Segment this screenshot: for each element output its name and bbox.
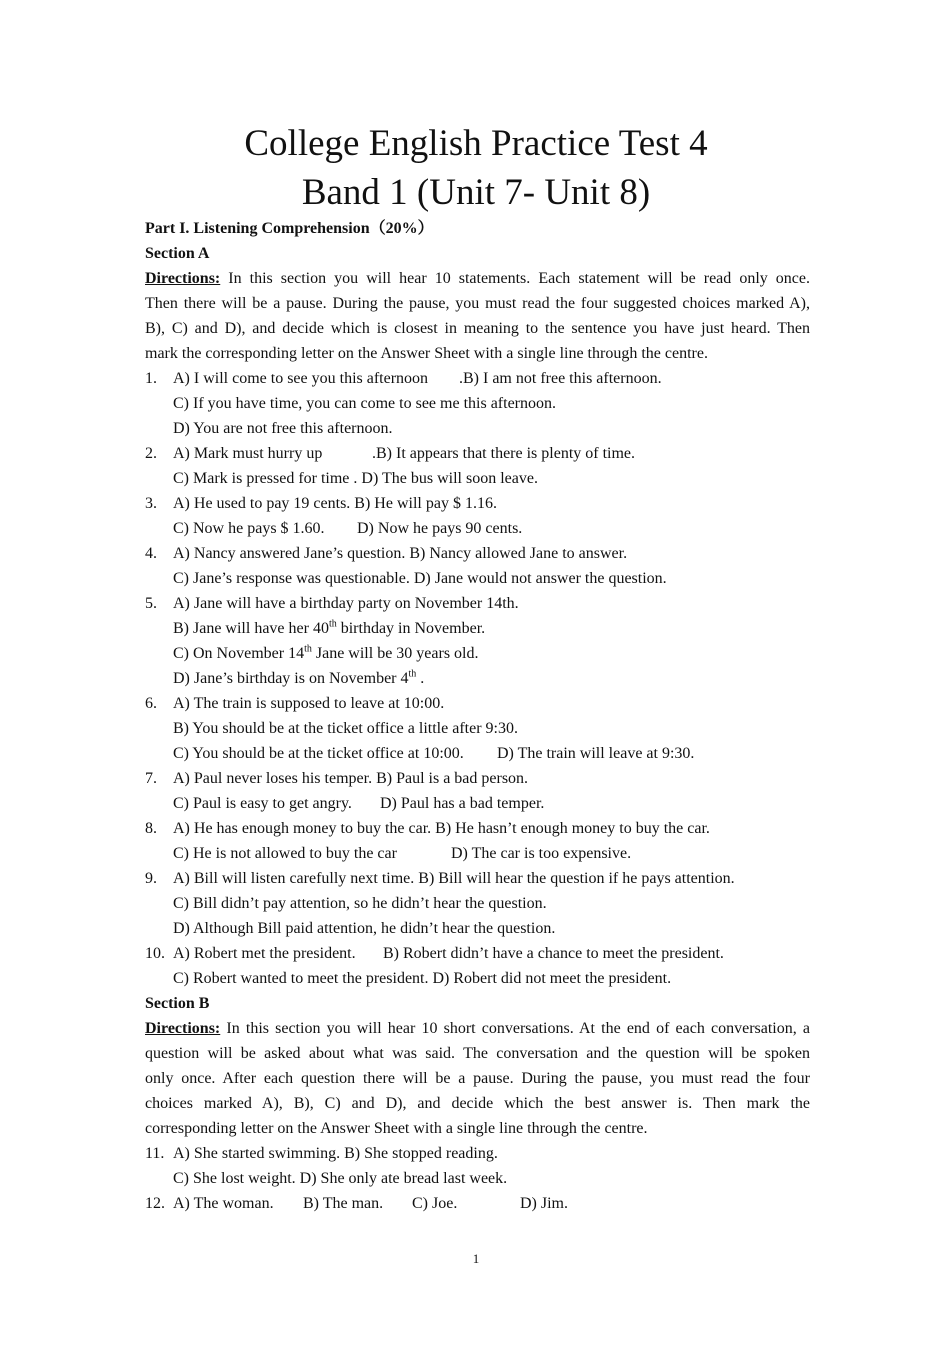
q5-option-a: A) Jane will have a birthday party on November 14th.	[173, 595, 519, 612]
text: D) Jane’s birthday is on November 4	[173, 670, 409, 687]
text: birthday in November.	[336, 620, 486, 637]
q11-option-cd: C) She lost weight. D) She only ate bread last week.	[173, 1170, 508, 1187]
q12-option-b: B) The man.	[303, 1195, 384, 1212]
q5-option-b	[173, 617, 485, 641]
q3-option-d: D) Now he pays 90 cents.	[357, 520, 523, 537]
section-b-heading: Section B	[145, 995, 210, 1012]
section-b-directions-line-5: corresponding letter on the Answer Sheet with a single line through the centre.	[145, 1120, 648, 1137]
section-a-directions-line-3: B), C) and D), and decide which is closest in meaning to the sentence you have just heard. Then	[145, 320, 810, 337]
text: .	[416, 670, 425, 687]
question-number: 8.	[145, 820, 157, 837]
directions-label: Directions:	[145, 270, 221, 287]
part1-heading: Part I. Listening Comprehension（20%）	[145, 220, 434, 237]
directions-label: Directions:	[145, 1020, 221, 1037]
section-a-directions-line-2: Then there will be a pause. During the pause, you must read the four suggested choices marked A),	[145, 295, 810, 312]
question-number: 2.	[145, 445, 157, 462]
question-number: 9.	[145, 870, 157, 887]
section-a-heading: Section A	[145, 245, 210, 262]
q2-option-cd: C) Mark is pressed for time . D) The bus will soon leave.	[173, 470, 538, 487]
q1-option-d: D) You are not free this afternoon.	[173, 420, 393, 437]
directions-text: In this section you will hear 10 short conversations. At the end of each conversation, a	[220, 1020, 810, 1037]
section-a-directions-line-4: mark the corresponding letter on the Answer Sheet with a single line through the centre.	[145, 345, 708, 362]
q2-option-a: A) Mark must hurry up	[173, 445, 323, 462]
superscript: th	[408, 668, 417, 680]
q2-option-b: .B) It appears that there is plenty of time.	[372, 445, 636, 462]
section-a-directions-line-1	[145, 267, 810, 291]
section-b-directions-line-1	[145, 1017, 810, 1041]
q7-option-d: D) Paul has a bad temper.	[380, 795, 545, 812]
page-number: 1	[472, 1251, 480, 1266]
title-line-1: College English Practice Test 4	[244, 123, 708, 164]
q6-option-c: C) You should be at the ticket office at 10:00.	[173, 745, 464, 762]
question-number: 1.	[145, 370, 157, 387]
q9-option-ab: A) Bill will listen carefully next time. B) Bill will hear the question if he pays attention.	[173, 870, 735, 887]
q3-option-c: C) Now he pays $ 1.60.	[173, 520, 325, 537]
q10-option-b: B) Robert didn’t have a chance to meet the president.	[383, 945, 724, 962]
q1-option-a: A) I will come to see you this afternoon	[173, 370, 429, 387]
q8-option-d: D) The car is too expensive.	[451, 845, 632, 862]
superscript: th	[328, 618, 337, 630]
q5-option-c	[173, 642, 479, 666]
question-number: 6.	[145, 695, 157, 712]
q1-option-c: C) If you have time, you can come to see me this afternoon.	[173, 395, 556, 412]
text: C) On November 14	[173, 645, 305, 662]
question-number: 10.	[145, 945, 165, 962]
q11-option-ab: A) She started swimming. B) She stopped reading.	[173, 1145, 498, 1162]
directions-text: In this section you will hear 10 statements. Each statement will be read only once.	[220, 270, 810, 287]
q9-option-d: D) Although Bill paid attention, he didn’t hear the question.	[173, 920, 556, 937]
text: B) Jane will have her 40	[173, 620, 329, 637]
section-b-directions-line-3: only once. After each question there will be a pause. During the pause, you must read the four	[145, 1070, 810, 1087]
q6-option-b: B) You should be at the ticket office a little after 9:30.	[173, 720, 518, 737]
question-number: 5.	[145, 595, 157, 612]
q12-option-a: A) The woman.	[173, 1195, 274, 1212]
question-number: 11.	[145, 1145, 165, 1162]
question-number: 7.	[145, 770, 157, 787]
q7-option-ab: A) Paul never loses his temper. B) Paul is a bad person.	[173, 770, 529, 787]
q9-option-c: C) Bill didn’t pay attention, so he didn’t hear the question.	[173, 895, 547, 912]
title-line-2: Band 1 (Unit 7- Unit 8)	[301, 172, 651, 213]
q5-option-d	[173, 667, 424, 691]
superscript: th	[304, 643, 312, 655]
q1-option-b: .B) I am not free this afternoon.	[459, 370, 662, 387]
q4-option-ab: A) Nancy answered Jane’s question. B) Nancy allowed Jane to answer.	[173, 545, 628, 562]
q10-option-a: A) Robert met the president.	[173, 945, 356, 962]
question-number: 4.	[145, 545, 157, 562]
q6-option-a: A) The train is supposed to leave at 10:00.	[173, 695, 445, 712]
text: Jane will be 30 years old.	[311, 645, 479, 662]
q4-option-cd: C) Jane’s response was questionable. D) Jane would not answer the question.	[173, 570, 667, 587]
section-b-directions-line-2: question will be asked about what was said. The conversation and the question will be spoken	[145, 1045, 810, 1062]
q12-option-d: D) Jim.	[520, 1195, 568, 1212]
section-b-directions-line-4: choices marked A), B), C) and D), and decide which the best answer is. Then mark the	[145, 1095, 810, 1112]
q6-option-d: D) The train will leave at 9:30.	[497, 745, 695, 762]
question-number: 3.	[145, 495, 157, 512]
q12-option-c: C) Joe.	[412, 1195, 458, 1212]
q3-option-ab: A) He used to pay 19 cents. B) He will pay $ 1.16.	[173, 495, 497, 512]
q7-option-c: C) Paul is easy to get angry.	[173, 795, 352, 812]
q8-option-ab: A) He has enough money to buy the car. B) He hasn’t enough money to buy the car.	[173, 820, 710, 837]
q10-option-cd: C) Robert wanted to meet the president. D) Robert did not meet the president.	[173, 970, 672, 987]
q8-option-c: C) He is not allowed to buy the car	[173, 845, 397, 862]
question-number: 12.	[145, 1195, 165, 1212]
